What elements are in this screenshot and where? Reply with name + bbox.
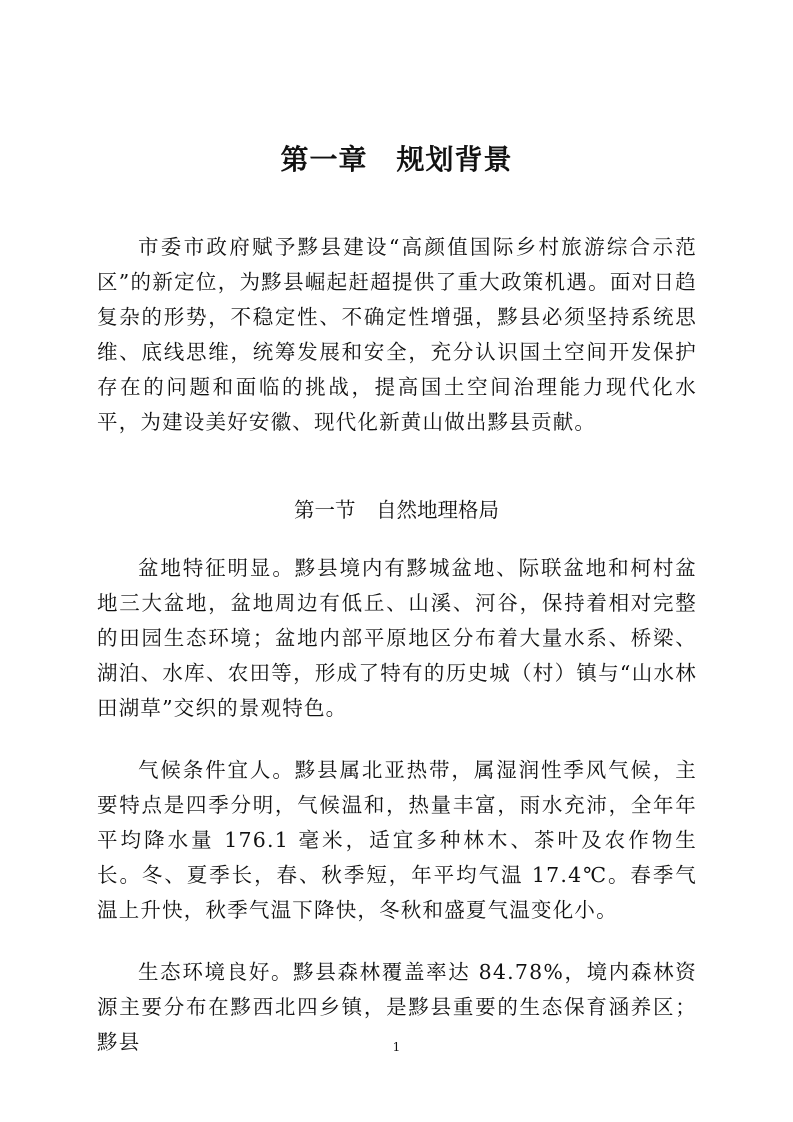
paragraph-body: 黟县境内有黟城盆地、际联盆地和柯村盆地三大盆地，盆地周边有低丘、山溪、河谷，保持着相对完整的田园生态环境；盆地内部平原地区分布着大量水系、桥梁、湖泊、水库、农田等，形成了特有的历史城（村）镇与“山水林田湖草”交织的景观特色。 — [97, 556, 697, 720]
paragraph-body: 黟县属北亚热带，属湿润性季风气候，主要特点是四季分明，气候温和，热量丰富，雨水充沛，全年年平均降水量 176.1 毫米，适宜多种林木、茶叶及农作物生长。冬、夏季长，春、秋季短，年平均气温 17.4℃。春季气温上升快，秋季气温下降快，冬秋和盛夏气温变化小。 — [97, 758, 697, 922]
intro-paragraph: 市委市政府赋予黟县建设“高颜值国际乡村旅游综合示范区”的新定位，为黟县崛起赶超提供了重大政策机遇。面对日趋复杂的形势，不稳定性、不确定性增强，黟县必须坚持系统思维、底线思维，统筹发展和安全，充分认识国土空间开发保护存在的问题和面临的挑战，提高国土空间治理能力现代化水平，为建设美好安徽、现代化新黄山做出黟县贡献。 — [97, 235, 697, 434]
paragraph-body: 黟县森林覆盖率达 84.78%，境内森林资源主要分布在黟西北四乡镇，是黟县重要的生态保育涵养区；黟县 — [97, 960, 697, 1054]
paragraph-climate — [97, 753, 697, 928]
chapter-title: 第一章 规划背景 — [280, 143, 513, 176]
page-number: 1 — [392, 1040, 401, 1054]
paragraph-lead: 气候条件宜人。 — [138, 758, 295, 782]
paragraph-lead: 盆地特征明显。 — [138, 556, 295, 580]
paragraph-lead: 生态环境良好。 — [138, 960, 294, 984]
section-title: 第一节 自然地理格局 — [294, 498, 499, 522]
paragraph-basin — [97, 551, 697, 726]
